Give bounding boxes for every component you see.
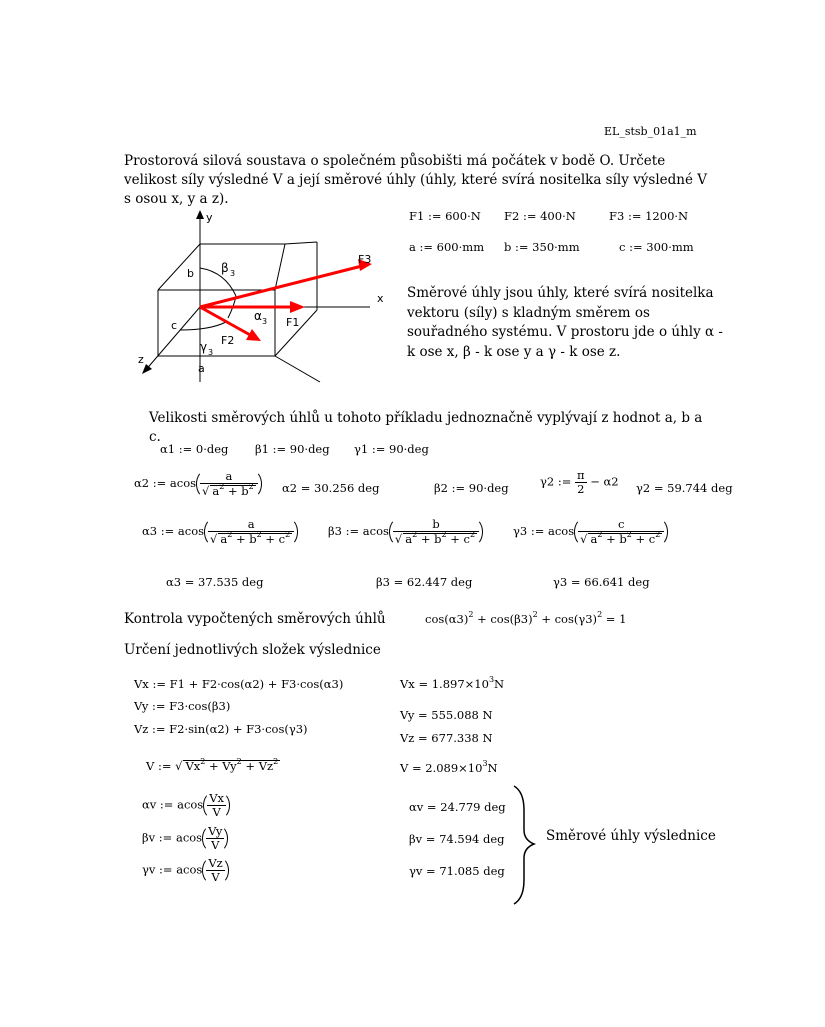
given-f3: F3 := 1200·N <box>609 209 689 223</box>
alpha-v-def: αv := acos $\frac{Vx}{V}$ <box>142 792 230 819</box>
gamma-v-def: γv := acos $\frac{Vz}{V}$ <box>142 857 229 884</box>
given-f1: F1 := 600·N <box>409 209 481 223</box>
gamma3-result: γ3 = 66.641 deg <box>553 575 650 589</box>
note-paragraph: Velikosti směrových úhlů u tohoto příkladu jednoznačně vyplývají z hodnot a, b a c. <box>149 410 703 445</box>
svg-text:3: 3 <box>262 317 268 326</box>
check-equation: $\cos(\alpha 3)^2 + \cos(\beta 3)^2 + \cos(\gamma 3)^2 = 1$ <box>425 610 627 626</box>
axis-y-label: y <box>206 211 213 224</box>
force-diagram <box>130 205 400 390</box>
document-id: EL_stsb_01a1_m <box>604 125 697 138</box>
given-a: a := 600·mm <box>409 240 485 254</box>
beta-v-result: βv = 74.594 deg <box>409 832 505 846</box>
force-f1-label: F1 <box>286 316 300 329</box>
axis-z-label: z <box>138 353 144 366</box>
gamma3-def: γ3 := acos $\frac{c}{√ a^2 + b^2 + c^2}$ <box>513 518 668 546</box>
beta1-def: β1 := 90·deg <box>255 442 330 456</box>
label-b: b <box>187 267 194 280</box>
label-gamma3: γ <box>200 340 208 354</box>
gamma1-def: γ1 := 90·deg <box>354 442 429 456</box>
final-angles-label: Směrové úhly výslednice <box>546 828 716 844</box>
alpha2-result: α2 = 30.256 deg <box>282 481 380 495</box>
given-b: b := 350·mm <box>504 240 580 254</box>
alpha3-result: α3 = 37.535 deg <box>166 575 264 589</box>
force-f2-label: F2 <box>221 334 235 347</box>
v-result: $V = 2.089\times 10^3N$ <box>400 759 498 775</box>
axis-x-label: x <box>377 292 384 305</box>
vz-def: Vz := F2·sin(α2) + F3·cos(γ3) <box>134 722 308 736</box>
label-beta3: β <box>221 261 229 275</box>
alpha2-def: α2 := acos $\frac{a}{√ a^2 + b^2}$ <box>134 470 262 498</box>
vy-def: Vy := F3·cos(β3) <box>134 699 231 713</box>
beta3-result: β3 = 62.447 deg <box>376 575 473 589</box>
svg-text:3: 3 <box>208 348 214 357</box>
gamma-v-result: γv = 71.085 deg <box>409 864 505 878</box>
gamma2-result: γ2 = 59.744 deg <box>636 481 733 495</box>
gamma2-def: γ2 := $\frac{\pi}{2}$ − α2 <box>540 468 619 496</box>
v-def: V := √ $Vx^2 + Vy^2 + Vz^2$ <box>146 757 279 773</box>
beta-v-def: βv := acos $\frac{Vy}{V}$ <box>142 825 228 852</box>
alpha1-def: α1 := 0·deg <box>160 442 229 456</box>
given-c: c := 300·mm <box>619 240 694 254</box>
vx-def: Vx := F1 + F2·cos(α2) + F3·cos(α3) <box>134 677 344 691</box>
alpha3-def: α3 := acos $\frac{a}{√ a^2 + b^2 + c^2}$ <box>142 518 298 546</box>
force-f3-label: F3 <box>358 253 372 266</box>
label-alpha3: α <box>254 309 262 323</box>
intro-paragraph: Prostorová silová soustava o společném působišti má počátek v bodě O. Určete velikost síly výsledné V a její směrové úhly (úhly, které svírá nositelka síly výsledné V s osou x, y a z). <box>124 153 708 207</box>
vx-result: $Vx = 1.897\times 10^3N$ <box>400 675 505 691</box>
given-f2: F2 := 400·N <box>504 209 576 223</box>
beta2-def: β2 := 90·deg <box>434 481 509 495</box>
components-label: Určení jednotlivých složek výslednice <box>124 642 381 658</box>
vy-result: Vy = 555.088 N <box>400 708 493 722</box>
label-c: c <box>171 319 178 332</box>
vz-result: Vz = 677.338 N <box>400 731 493 745</box>
check-label: Kontrola vypočtených směrových úhlů <box>124 611 386 627</box>
beta3-def: β3 := acos $\frac{b}{√ a^2 + b^2 + c^2}$ <box>328 518 483 546</box>
curly-brace <box>508 780 538 910</box>
label-a: a <box>198 362 205 375</box>
svg-text:3: 3 <box>230 269 236 278</box>
alpha-v-result: αv = 24.779 deg <box>409 800 506 814</box>
direction-angles-text: Směrové úhly jsou úhly, které svírá nositelka vektoru (síly) s kladným směrem os souřadného systému. V prostoru jde o úhly α - k ose x, β - k ose y a γ - k ose z. <box>407 285 723 360</box>
